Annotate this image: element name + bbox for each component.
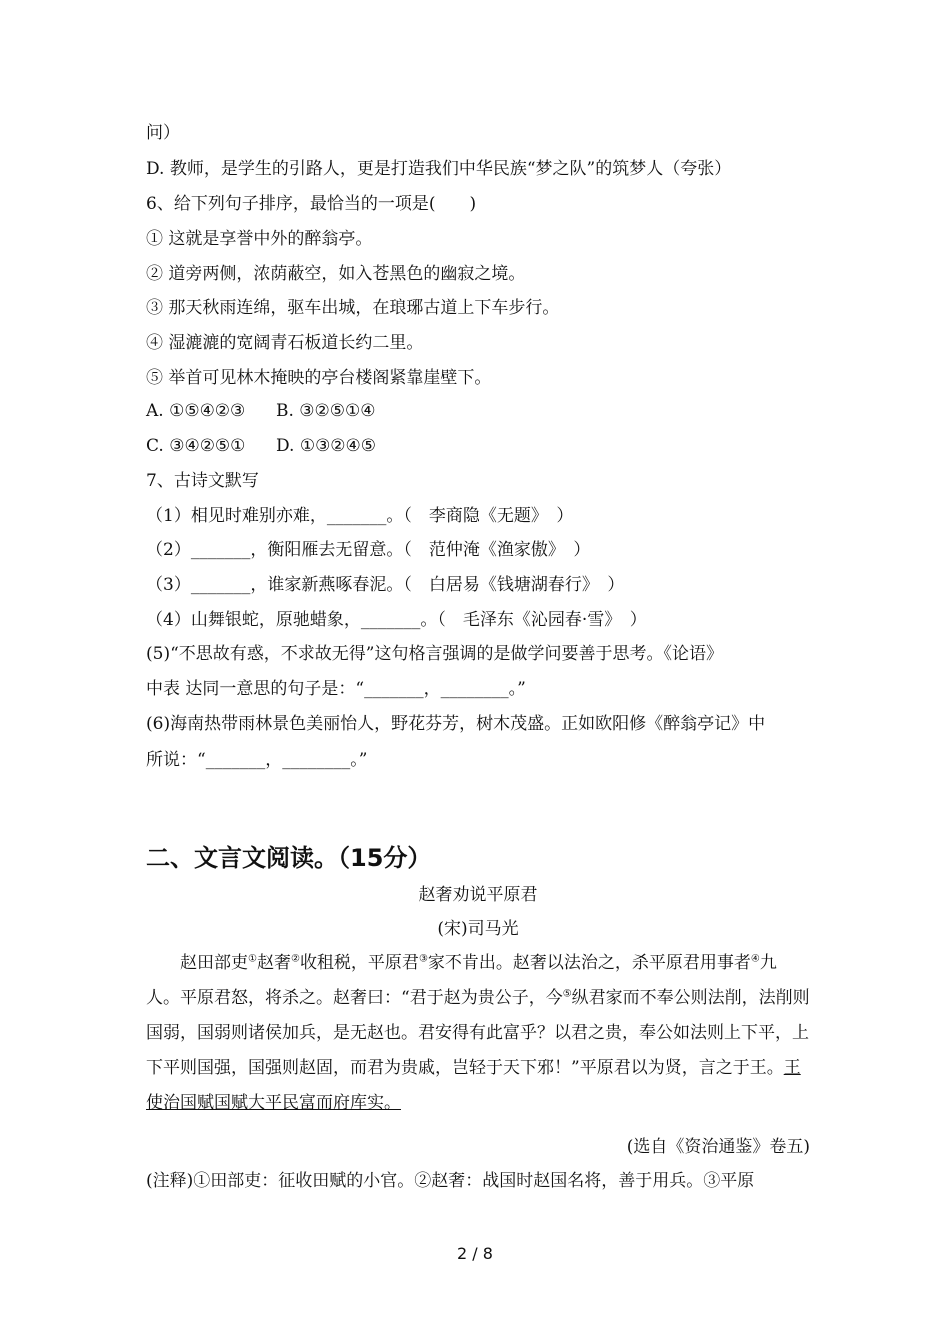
note-marker-1: ① [248,953,257,965]
q6-sentence-1: ① 这就是享誉中外的醉翁亭。 [146,229,373,249]
q5-option-d: D. 教师，是学生的引路人，更是打造我们中华民族“梦之队”的筑梦人（夸张） [146,159,732,179]
note-marker-2: ② [290,953,300,965]
q7-item-2: （2）_______，衡阳雁去无留意。（ 范仲淹《渔家傲》 ） [146,540,591,560]
q7-item-3: （3）_______，谁家新燕啄春泥。（ 白居易《钱塘湖春行》 ） [146,575,625,595]
passage-text: 赵田部吏 [180,953,248,973]
passage-text: 家不肯出。赵奢以法治之，杀平原君用事者 [427,953,751,973]
q6-options-ab [146,400,376,422]
q7-item-4: （4）山舞银蛇，原驰蜡象，_______。（ 毛泽东《沁园春·雪》 ） [146,610,647,630]
note-marker-4: ④ [750,953,760,965]
q6-option-c: C. ③④②⑤① [146,436,246,456]
q6-option-a: A. ①⑤④②③ [146,401,246,421]
q6-sentence-5: ⑤ 举首可见林木掩映的亭台楼阁紧靠崖壁下。 [146,368,492,388]
passage-notes: (注释)①田部吏：征收田赋的小官。②赵奢：战国时赵国名将，善于用兵。③平原 [146,1171,755,1191]
note-marker-3: ③ [418,953,428,965]
q7-item-1: （1）相见时难别亦难，_______。（ 李商隐《无题》 ） [146,506,574,526]
q6-sentence-4: ④ 湿漉漉的宽阔青石板道长约二里。 [146,333,424,353]
q7-prompt: 7、古诗文默写 [146,471,259,491]
q6-prompt: 6、给下列句子排序，最恰当的一项是( ) [146,194,477,214]
q7-item-5-line2: 中表 达同一意思的句子是：“_______，________。” [146,679,526,699]
q5-tail: 问） [146,123,180,143]
q6-options-cd [146,435,376,457]
passage-author: (宋)司马光 [437,919,519,939]
passage-text: 赵奢 [256,953,291,973]
passage-source: (选自《资治通鉴》卷五) [626,1137,810,1157]
page-number: 2 / 8 [457,1244,493,1263]
section-2-heading: 二、文言文阅读。（15分） [146,844,432,872]
note-marker-5: ⑤ [562,988,572,1000]
q6-sentence-3: ③ 那天秋雨连绵，驱车出城，在琅琊古道上下车步行。 [146,298,560,318]
passage-text: 纵君家而不奉公则法削，法削则国弱，国弱则诸侯加兵，是无赵也。君安得有此富乎？以君之贵，奉公如法则上下平，上下平则国强，国强则赵固，而君为贵戚，岂轻于天下邪！”平原君以为贤，言之于王。 [146,988,810,1078]
q7-item-5-line1: (5)“不思故有惑，不求故无得”这句格言强调的是做学问要善于思考。《论语》 [146,644,723,664]
q7-item-6-line1: (6)海南热带雨林景色美丽怡人，野花芬芳，树木茂盛。正如欧阳修《醉翁亭记》中 [146,714,766,734]
passage-text: 九人。平原君怒，将杀之。赵奢曰：“君于赵为贵公子，今 [146,953,777,1008]
underlined-sentence: 王使治国赋国赋大平民富而府库实。 [146,1058,801,1113]
q6-option-d: D. ①③②④⑤ [276,436,377,456]
q6-option-b: B. ③②⑤①④ [276,401,376,421]
passage-title: 赵奢劝说平原君 [418,885,538,905]
passage-body [146,946,810,1121]
q6-sentence-2: ② 道旁两侧，浓荫蔽空，如入苍黑色的幽寂之境。 [146,264,526,284]
passage-text: 收租税，平原君 [299,953,419,973]
q7-item-6-line2: 所说：“_______，________。” [146,750,368,770]
